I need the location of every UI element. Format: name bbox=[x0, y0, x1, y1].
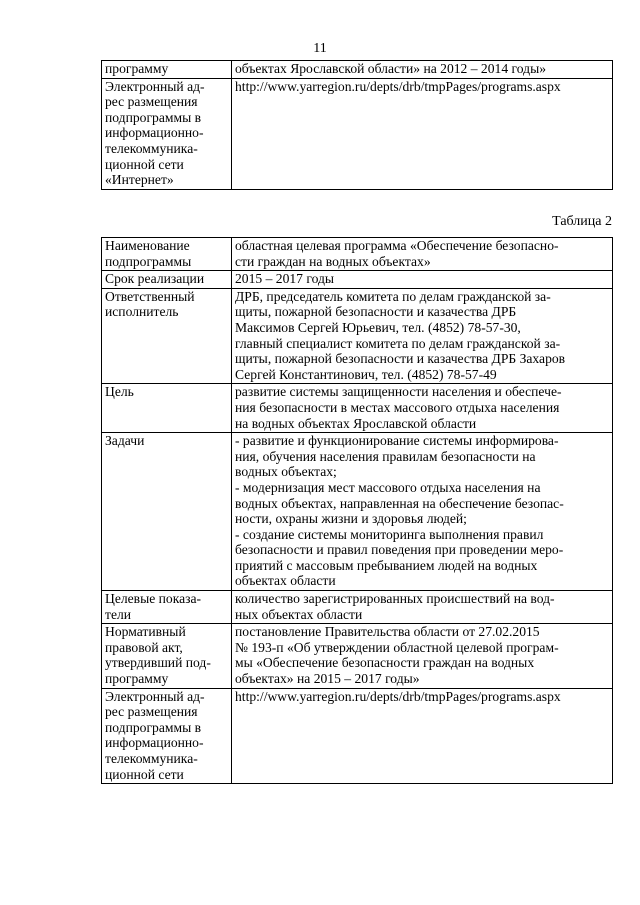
table-body bbox=[102, 61, 613, 190]
table-row bbox=[102, 271, 613, 289]
table-row bbox=[102, 624, 613, 688]
table-row bbox=[102, 591, 613, 624]
row-value-cell bbox=[232, 271, 613, 289]
row-value-line: областная целевая программа «Обеспечение безопасно- bbox=[235, 238, 559, 253]
row-value-line: - создание системы мониторинга выполнения правил bbox=[235, 526, 544, 542]
table-row bbox=[102, 288, 613, 384]
table-row bbox=[102, 238, 613, 271]
row-value-cell bbox=[232, 61, 613, 79]
row-label-line: Целевые показа- bbox=[105, 591, 202, 607]
row-label-line: тели bbox=[105, 606, 132, 622]
row-label-line: телекоммуника- bbox=[105, 751, 198, 766]
row-label-cell bbox=[102, 61, 232, 79]
row-label-cell bbox=[102, 288, 232, 384]
row-label-line: телекоммуника- bbox=[105, 140, 198, 156]
row-value-line: - модернизация мест массового отдыха населения на bbox=[235, 479, 541, 495]
row-value-line: развитие системы защищенности населения и обеспече- bbox=[235, 384, 562, 400]
row-value-line: http://www.yarregion.ru/depts/drb/tmpPages/programs.aspx bbox=[235, 688, 561, 704]
row-label-line: рес размещения bbox=[105, 704, 198, 720]
row-value-line: постановление Правительства области от 27.02.2015 bbox=[235, 624, 540, 640]
row-value-line: приятий с массовым пребыванием людей на водных bbox=[235, 557, 538, 573]
row-value-line: безопасности и правил поведения при проведении меро- bbox=[235, 542, 564, 558]
row-value-line: 2015 – 2017 годы bbox=[235, 271, 335, 287]
row-label-line: программу bbox=[105, 61, 169, 76]
table-row bbox=[102, 78, 613, 189]
row-label-line: Цель bbox=[105, 384, 134, 400]
row-label-line: программу bbox=[105, 671, 169, 687]
row-label-line: Электронный ад- bbox=[105, 688, 205, 704]
row-label-cell bbox=[102, 238, 232, 271]
row-label-line: правовой акт, bbox=[105, 639, 183, 655]
row-value-line: щиты, пожарной безопасности и казачества ДРБ Захаров bbox=[235, 351, 566, 367]
row-label-line: утвердивший под- bbox=[105, 655, 211, 671]
row-label-line: Электронный ад- bbox=[105, 78, 205, 94]
row-value-cell bbox=[232, 78, 613, 189]
row-label-line: Срок реализации bbox=[105, 271, 205, 287]
table-row bbox=[102, 61, 613, 79]
row-label-line: информационно- bbox=[105, 125, 204, 141]
row-value-line: ных объектах области bbox=[235, 606, 363, 622]
row-value-line: ности, охраны жизни и здоровья людей; bbox=[235, 511, 467, 527]
row-value-line: ния, обучения населения правилам безопасности на bbox=[235, 448, 536, 464]
row-value-line: объектах» на 2015 – 2017 годы» bbox=[235, 671, 420, 687]
row-value-line: объектах Ярославской области» на 2012 – 2014 годы» bbox=[235, 61, 547, 76]
row-value-line: ДРБ, председатель комитета по делам гражданской за- bbox=[235, 288, 551, 304]
row-value-line: Максимов Сергей Юрьевич, тел. (4852) 78-57-30, bbox=[235, 319, 521, 335]
row-label-line: Наименование bbox=[105, 238, 190, 253]
row-label-cell bbox=[102, 433, 232, 591]
row-value-line: мы «Обеспечение безопасности граждан на водных bbox=[235, 655, 535, 671]
row-value-cell bbox=[232, 288, 613, 384]
row-value-line: главный специалист комитета по делам гражданской за- bbox=[235, 335, 561, 351]
row-label-line: рес размещения bbox=[105, 94, 198, 110]
row-label-cell bbox=[102, 688, 232, 784]
subprogram-table-1 bbox=[101, 60, 613, 190]
subprogram-table-2 bbox=[101, 237, 613, 784]
row-label-line: ционной сети bbox=[105, 766, 184, 782]
row-value-line: объектах области bbox=[235, 573, 336, 589]
row-value-line: ния безопасности в местах массового отдыха населения bbox=[235, 399, 560, 415]
table-row bbox=[102, 384, 613, 433]
row-label-line: подпрограммы в bbox=[105, 719, 202, 735]
table-row bbox=[102, 688, 613, 784]
row-value-line: № 193-п «Об утверждении областной целевой програм- bbox=[235, 639, 559, 655]
row-value-line: - развитие и функционирование системы информирова- bbox=[235, 433, 559, 449]
row-value-cell bbox=[232, 591, 613, 624]
row-label-cell bbox=[102, 384, 232, 433]
row-label-cell bbox=[102, 271, 232, 289]
row-value-cell bbox=[232, 384, 613, 433]
row-value-cell bbox=[232, 624, 613, 688]
table-body bbox=[102, 238, 613, 784]
row-value-line: http://www.yarregion.ru/depts/drb/tmpPages/programs.aspx bbox=[235, 78, 561, 94]
row-value-line: количество зарегистрированных происшествий на вод- bbox=[235, 591, 555, 607]
row-value-cell bbox=[232, 433, 613, 591]
row-value-line: водных объектах, направленная на обеспечение безопас- bbox=[235, 495, 564, 511]
row-label-cell bbox=[102, 624, 232, 688]
row-label-line: подпрограммы bbox=[105, 253, 192, 269]
row-label-line: Нормативный bbox=[105, 624, 186, 640]
row-value-line: водных объектах; bbox=[235, 464, 337, 480]
row-value-line: сти граждан на водных объектах» bbox=[235, 253, 431, 269]
row-label-line: подпрограммы в bbox=[105, 109, 202, 125]
row-label-line: исполнитель bbox=[105, 304, 179, 320]
row-label-cell bbox=[102, 591, 232, 624]
row-label-line: Задачи bbox=[105, 433, 145, 449]
row-label-line: ционной сети bbox=[105, 156, 184, 172]
row-label-cell bbox=[102, 78, 232, 189]
row-label-line: «Интернет» bbox=[105, 172, 174, 188]
row-label-line: информационно- bbox=[105, 735, 204, 751]
row-value-line: Сергей Константинович, тел. (4852) 78-57-49 bbox=[235, 366, 497, 382]
row-value-line: на водных объектах Ярославской области bbox=[235, 415, 477, 431]
row-label-line: Ответственный bbox=[105, 288, 195, 304]
table-row bbox=[102, 433, 613, 591]
page-number: 11 bbox=[313, 41, 327, 56]
row-value-cell bbox=[232, 688, 613, 784]
row-value-cell bbox=[232, 238, 613, 271]
table-caption: Таблица 2 bbox=[552, 214, 612, 229]
row-value-line: щиты, пожарной безопасности и казачества ДРБ bbox=[235, 304, 517, 320]
